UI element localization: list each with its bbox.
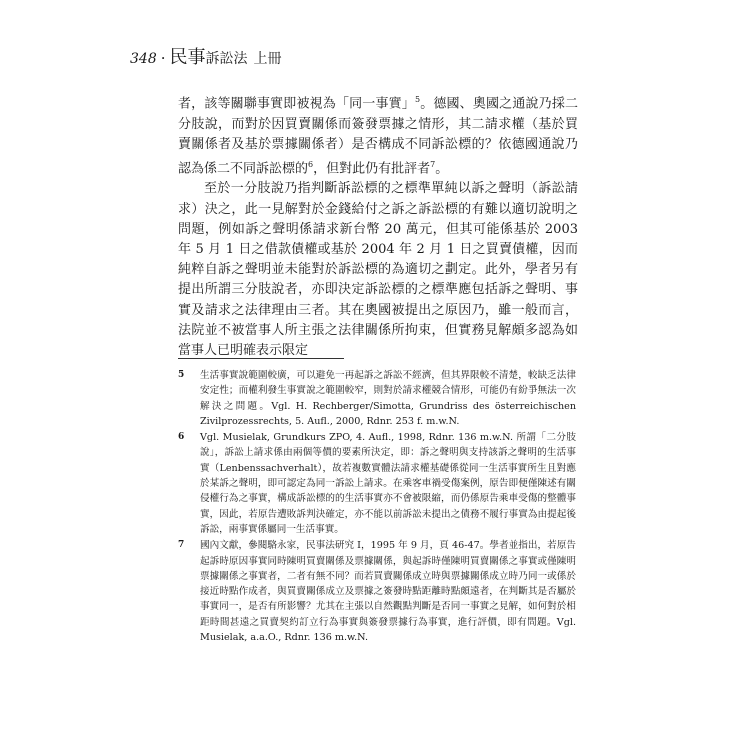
footnote-ref-7[interactable]: 7 bbox=[430, 159, 436, 169]
paragraph-1-part-d: 。 bbox=[435, 161, 449, 177]
running-header bbox=[130, 46, 282, 70]
footnotes bbox=[178, 368, 576, 646]
volume-label: 上冊 bbox=[253, 51, 282, 67]
footnote-number: 5 bbox=[178, 370, 185, 380]
footnote-divider bbox=[178, 358, 344, 359]
footnote-ref-5[interactable]: 5 bbox=[414, 95, 421, 104]
page-number: 348 bbox=[130, 51, 157, 67]
paragraph-2: 至於一分肢說乃指判斷訴訟標的之標準單純以訴之聲明（訴訟請求）決之，此一見解對於金錢給付之訴之訴訟標的有難以適切說明之問題，例如訴之聲明係請求新台幣 20 萬元，但其可能係基於 2003 年 5 月 1 日之借款債權或基於 2004 年 2 月 1 日之買賣債權，因而純粹自訴之聲明並未能對於訴訟標的為適切之劃定。此外，學者另有提出所謂三分肢說者，亦即決定訴訟標的之標準應包括訴之聲明、事實及請求之法律理由三者。其在奧國被提出之原因乃，雖一般而言，法院並不被當事人所主張之法律關係所拘束，但實務見解頗多認為如當事人已明確表示限定 bbox=[178, 181, 578, 359]
paragraph-1-part-b: 。德國、奧國之通說乃採二分肢說，而對於因買賣關係而簽發票據之情形，其二請求權（基於買賣關係者及基於票據關係者）是否構成不同訴訟標的？依德國通說乃認為係二不同訴訟標的 bbox=[178, 96, 578, 177]
paragraph-1-part-a: 者，該等關聯事實即被視為「同一事實」 bbox=[178, 96, 415, 112]
footnote-text: Vgl. Musielak, Grundkurs ZPO, 4. Aufl., 1998, Rdnr. 136 m.w.N. 所謂「二分肢說」，訴訟上請求係由兩個等價的要素所決定，即：訴之聲明與支持該訴之聲明的生活事實（Lenbenssachverhalt），故若複數實體法請求權基礎係從同一生活事實所生且對應於某訴之聲明，即可認定為同一訴訟上請求。在乘客車禍受傷案例，原告即便僅陳述有關侵權行為之事實，構成訴訟標的的生活事實亦不會被限縮，而仍係原告乘車受傷的整體事實，因此，若原告遭敗訴判決確定，亦不能以前訴訟未提出之債務不履行事實為由提起後訴訟，兩事實係屬同一生活事實。 bbox=[200, 432, 576, 535]
footnote-number: 6 bbox=[178, 432, 185, 443]
footnote-6 bbox=[178, 430, 576, 537]
footnote-7 bbox=[178, 538, 576, 645]
footnote-ref-6[interactable]: 6 bbox=[308, 159, 314, 169]
book-title-part-1: 民事 bbox=[169, 47, 206, 68]
paragraph-1 bbox=[178, 90, 578, 179]
footnote-5 bbox=[178, 368, 576, 429]
footnote-number: 7 bbox=[178, 540, 185, 551]
footnote-text: 生活事實說範圍較廣，可以避免一再起訴之訴訟不經濟，但其界限較不清楚，較缺乏法律安定性；而權利發生事實說之範圍較窄，則對於請求權競合情形，可能仍有紛爭無法一次解決之問題。Vgl. H. Rechberger/Simotta, Grundriss des österreichischen Zivilprozessrechts, 5. Aufl., 2000, Rdnr. 253 f. m.w.N. bbox=[200, 370, 576, 427]
body-text bbox=[178, 90, 578, 361]
book-title-part-2: 訴訟法 bbox=[205, 51, 248, 67]
paragraph-1-part-c: ，但對此仍有批評者 bbox=[313, 161, 431, 177]
header-separator: · bbox=[160, 49, 166, 67]
footnote-text: 國內文獻，參閱駱永家，民事法研究 I，1995 年 9 月，頁 46-47。學者並指出，若原告起訴時原因事實同時陳明買賣關係及票據關係，與起訴時僅陳明買賣關係之事實或僅陳明票據關係之事實者，二者有無不同？而若買賣關係成立時與票據關係成立時乃同一或係於接近時點作成者，與買賣關係成立及票據之簽發時點距離時點頗遠者，在判斷其是否屬於事實同一，是否有所影響？尤其在主張以自然觀點判斷是否同一事實之見解，如何對於相距時間甚遠之買賣契約訂立行為事實與簽發票據行為事實，進行評價，即有問題。Vgl. Musielak, a.a.O., Rdnr. 136 m.w.N. bbox=[200, 540, 576, 644]
